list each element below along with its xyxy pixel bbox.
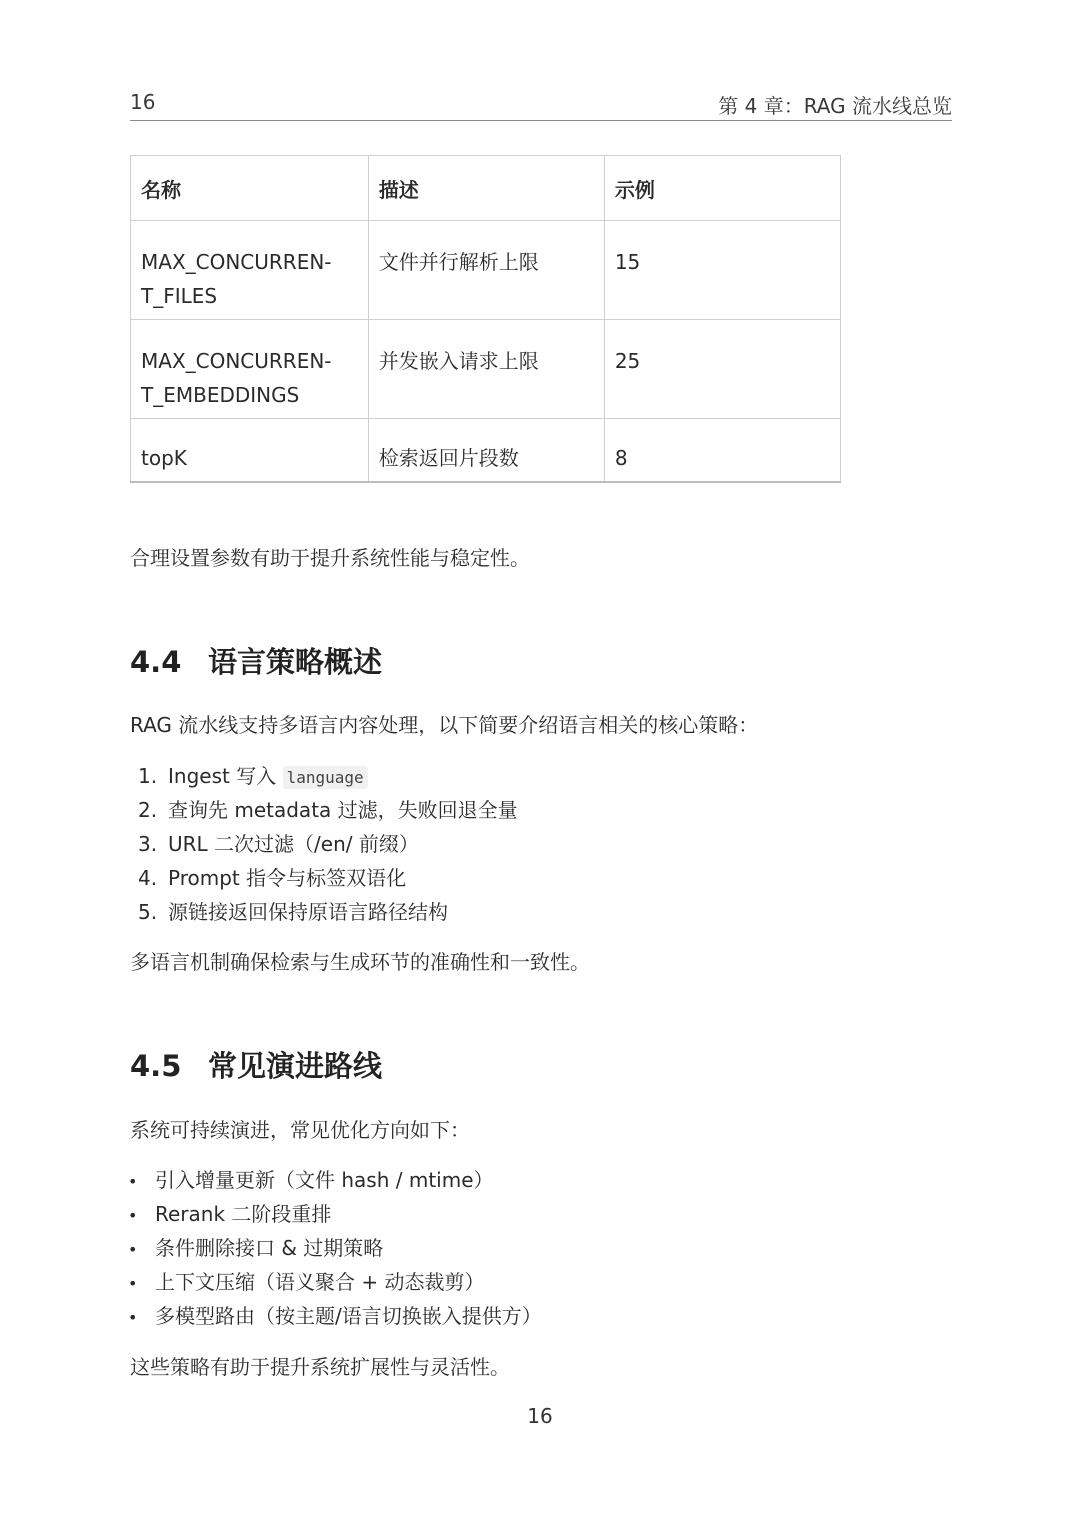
- list-item-text: Ingest 写入: [168, 764, 283, 788]
- bullet-icon: •: [128, 1274, 138, 1293]
- list-item: [128, 1198, 542, 1232]
- bullet-icon: •: [128, 1240, 138, 1259]
- list-item: [138, 896, 518, 930]
- section-number: 4.5: [130, 1049, 182, 1083]
- list-item: [128, 1300, 542, 1334]
- cell-name-line: T_FILES: [141, 284, 218, 308]
- table-row: [131, 419, 841, 483]
- list-item: [138, 794, 518, 828]
- table-cell-description: 检索返回片段数: [368, 419, 604, 483]
- footer-page-number: 16: [527, 1404, 553, 1428]
- paragraph-after-table: 合理设置参数有助于提升系统性能与稳定性。: [130, 546, 530, 570]
- cell-name-line: T_EMBEDDINGS: [141, 383, 300, 407]
- header-page-number: 16: [130, 90, 156, 114]
- section-title: 常见演进路线: [208, 1049, 383, 1083]
- list-item-number: 4.: [138, 866, 158, 890]
- list-item-text: 上下文压缩（语义聚合 + 动态裁剪）: [155, 1270, 485, 1294]
- table-cell-description: 文件并行解析上限: [368, 221, 604, 320]
- list-item-text: 多模型路由（按主题/语言切换嵌入提供方）: [155, 1304, 542, 1328]
- table-cell-description: 并发嵌入请求上限: [368, 320, 604, 419]
- column-header-name: 名称: [131, 156, 369, 221]
- cell-name-line: MAX_CONCURREN-: [141, 349, 332, 373]
- running-header: [130, 86, 952, 121]
- list-item: [138, 828, 518, 862]
- list-item: [128, 1164, 542, 1198]
- bullet-icon: •: [128, 1308, 138, 1327]
- bullet-icon: •: [128, 1172, 138, 1191]
- list-item: [138, 760, 518, 794]
- bullet-icon: •: [128, 1206, 138, 1225]
- cell-name-line: MAX_CONCURREN-: [141, 250, 332, 274]
- section-number: 4.4: [130, 645, 182, 679]
- list-item-text: 查询先 metadata 过滤，失败回退全量: [168, 798, 518, 822]
- table-header-row: [131, 156, 841, 221]
- table-cell-name: topK: [131, 419, 369, 483]
- list-item-text: 源链接返回保持原语言路径结构: [168, 900, 448, 924]
- bullet-list: [128, 1164, 542, 1334]
- list-item-number: 1.: [138, 764, 158, 788]
- section-4-4-intro: RAG 流水线支持多语言内容处理，以下简要介绍语言相关的核心策略：: [130, 713, 759, 737]
- table-row: [131, 320, 841, 419]
- column-header-description: 描述: [368, 156, 604, 221]
- table-row: [131, 221, 841, 320]
- list-item: [138, 862, 518, 896]
- section-heading-4-4: [130, 640, 382, 681]
- list-item: [128, 1232, 542, 1266]
- list-item-text: 条件删除接口 & 过期策略: [155, 1236, 384, 1260]
- table-cell-example: 8: [604, 419, 840, 483]
- section-4-5-intro: 系统可持续演进，常见优化方向如下：: [130, 1118, 470, 1142]
- header-chapter-title: 第 4 章：RAG 流水线总览: [718, 94, 952, 118]
- ordered-list: [138, 760, 518, 930]
- section-heading-4-5: [130, 1044, 382, 1085]
- section-4-5-outro: 这些策略有助于提升系统扩展性与灵活性。: [130, 1355, 510, 1379]
- parameter-table: [130, 155, 841, 483]
- section-4-4-outro: 多语言机制确保检索与生成环节的准确性和一致性。: [130, 950, 590, 974]
- section-title: 语言策略概述: [208, 645, 383, 679]
- list-item-text: Prompt 指令与标签双语化: [168, 866, 407, 890]
- list-item: [128, 1266, 542, 1300]
- list-item-text: Rerank 二阶段重排: [155, 1202, 332, 1226]
- table-cell-example: 25: [604, 320, 840, 419]
- column-header-example: 示例: [604, 156, 840, 221]
- list-item-text: URL 二次过滤（/en/ 前缀）: [168, 832, 419, 856]
- list-item-number: 5.: [138, 900, 158, 924]
- table-cell-example: 15: [604, 221, 840, 320]
- list-item-text: 引入增量更新（文件 hash / mtime）: [155, 1168, 494, 1192]
- table-cell-name: [131, 320, 369, 419]
- list-item-number: 2.: [138, 798, 158, 822]
- table-cell-name: [131, 221, 369, 320]
- list-item-number: 3.: [138, 832, 158, 856]
- inline-code: language: [283, 766, 368, 789]
